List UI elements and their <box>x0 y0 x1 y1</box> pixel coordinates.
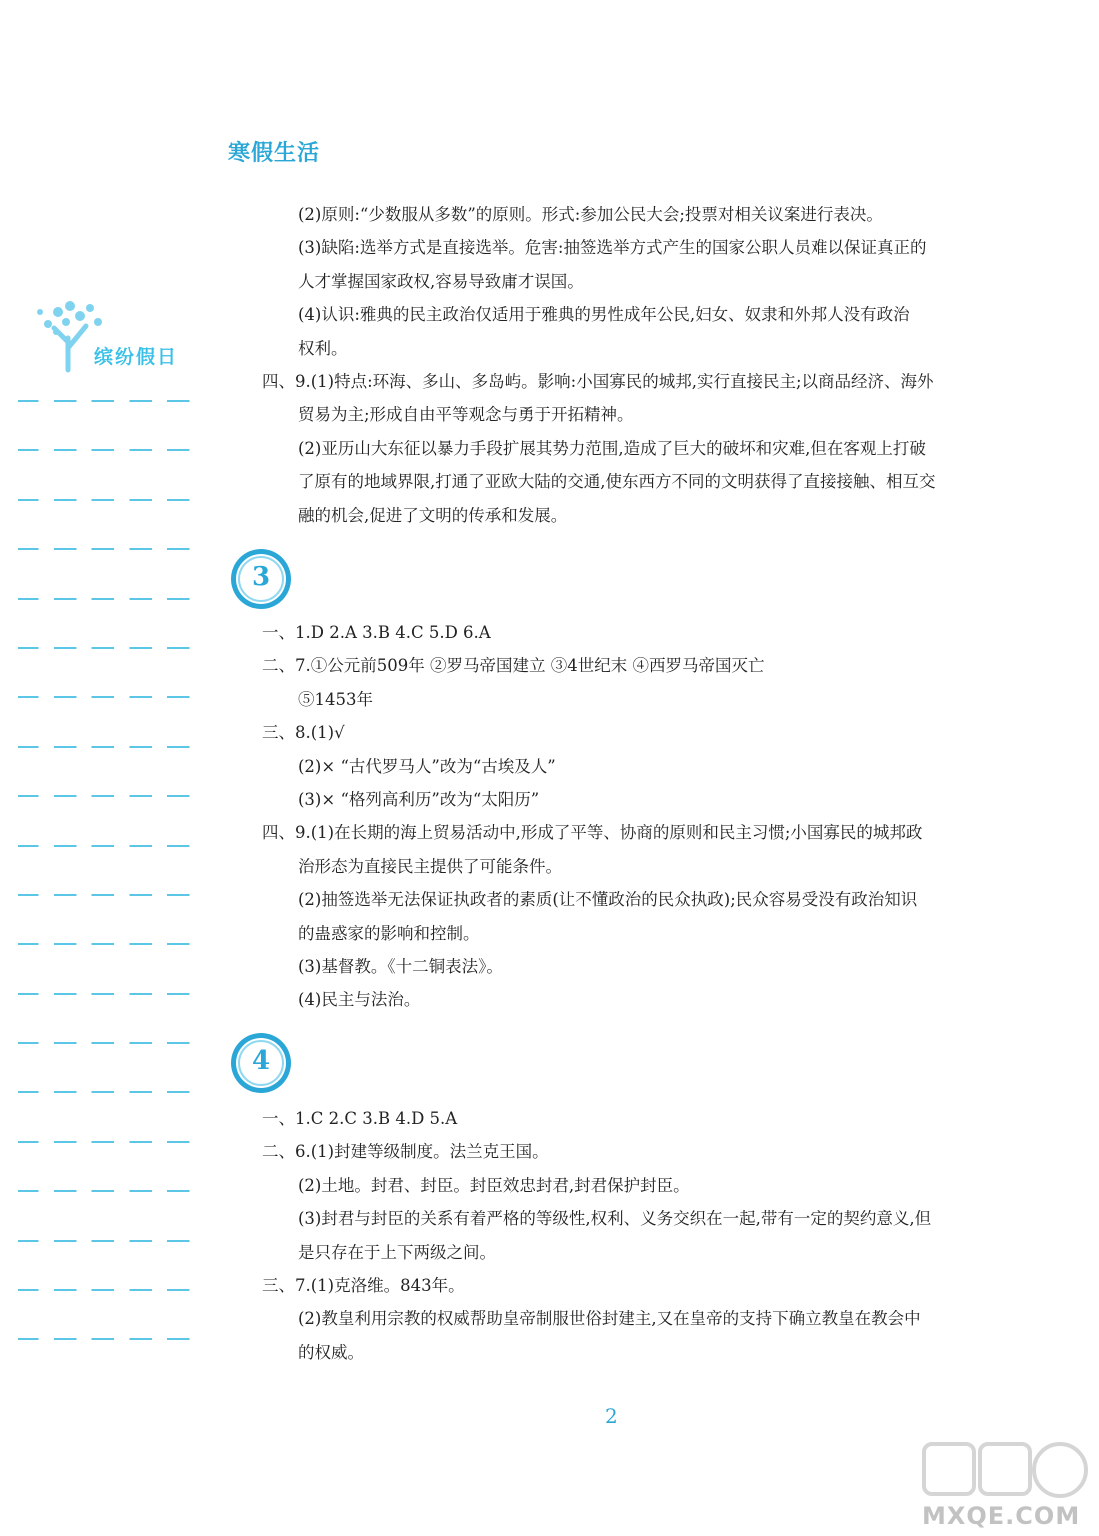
answers-part3 <box>262 1102 1004 1369</box>
note-line <box>18 1240 204 1242</box>
answer-line: 是只存在于上下两级之间。 <box>298 1242 496 1262</box>
note-line <box>18 1141 204 1143</box>
note-line <box>18 449 204 451</box>
note-line <box>18 1190 204 1192</box>
note-line <box>18 845 204 847</box>
answer-line: 权利。 <box>298 338 348 358</box>
note-line <box>18 943 204 945</box>
answer-line: 二、7.①公元前509年 ②罗马帝国建立 ③4世纪末 ④西罗马帝国灭亡 <box>262 656 765 676</box>
answer-line: (4)认识:雅典的民主政治仅适用于雅典的男性成年公民,妇女、奴隶和外邦人没有政治 <box>298 305 910 325</box>
answer-line: 的蛊惑家的影响和控制。 <box>298 923 480 943</box>
section-number: 3 <box>251 562 271 592</box>
answer-line: 三、7.(1)克洛维。843年。 <box>262 1275 465 1295</box>
answer-line: (2)原则:“少数服从多数”的原则。形式:参加公民大会;投票对相关议案进行表决。 <box>298 205 883 224</box>
note-line <box>18 1042 204 1044</box>
page-number: 2 <box>605 1404 618 1428</box>
answer-line: (2)土地。封君、封臣。封臣效忠封君,封君保护封臣。 <box>298 1175 690 1195</box>
section-number: 4 <box>251 1046 271 1076</box>
watermark-url: MXQE.COM <box>922 1502 1081 1530</box>
answer-line: 四、9.(1)在长期的海上贸易活动中,形成了平等、协商的原则和民主习惯;小国寡民的城邦政 <box>262 823 923 843</box>
answer-line: (2)亚历山大东征以暴力手段扩展其势力范围,造成了巨大的破坏和灾难,但在客观上打破 <box>298 438 926 458</box>
answers-part1 <box>262 198 1004 532</box>
answer-line: 了原有的地域界限,打通了亚欧大陆的交通,使东西方不同的文明获得了直接接触、相互交 <box>298 472 936 492</box>
header-title: 寒假生活 <box>228 141 321 166</box>
answer-line: (3)封君与封臣的关系有着严格的等级性,权利、义务交织在一起,带有一定的契约意义,但 <box>298 1209 932 1229</box>
answer-line: ⑤1453年 <box>298 689 373 709</box>
answer-line: 的权威。 <box>298 1342 364 1362</box>
note-lines <box>18 400 204 1388</box>
answer-line: (4)民主与法治。 <box>298 990 421 1010</box>
answer-line: 人才掌握国家政权,容易导致庸才误国。 <box>298 271 584 291</box>
answer-line: 二、6.(1)封建等级制度。法兰克王国。 <box>262 1142 549 1162</box>
answer-line: (2)教皇利用宗教的权威帮助皇帝制服世俗封建主,又在皇帝的支持下确立教皇在教会中 <box>298 1309 921 1329</box>
answer-line: (3)基督教。《十二铜表法》。 <box>298 956 503 976</box>
note-line <box>18 1091 204 1093</box>
note-line <box>18 598 204 600</box>
answer-line: 治形态为直接民主提供了可能条件。 <box>298 856 562 876</box>
note-line <box>18 993 204 995</box>
answers-part2 <box>262 616 1004 1017</box>
answer-line: (3)× “格列高利历”改为“太阳历” <box>298 789 540 809</box>
note-line <box>18 400 204 402</box>
answer-line: 一、1.C 2.C 3.B 4.D 5.A <box>262 1109 458 1128</box>
answer-line: (2)× “古代罗马人”改为“古埃及人” <box>298 756 556 776</box>
note-line <box>18 746 204 748</box>
answer-line: 融的机会,促进了文明的传承和发展。 <box>298 505 568 525</box>
note-line <box>18 696 204 698</box>
logo-text: 缤纷假日 <box>94 346 179 368</box>
note-line <box>18 647 204 649</box>
note-line <box>18 1289 204 1291</box>
answer-line: 三、8.(1)√ <box>262 723 345 743</box>
note-line <box>18 795 204 797</box>
answer-line: 四、9.(1)特点:环海、多山、多岛屿。影响:小国寡民的城邦,实行直接民主;以商品经济、海外 <box>262 371 934 391</box>
answer-line: 一、1.D 2.A 3.B 4.C 5.D 6.A <box>262 623 491 642</box>
note-line <box>18 548 204 550</box>
answer-line: (2)抽签选举无法保证执政者的素质(让不懂政治的民众执政);民众容易受没有政治知识 <box>298 890 918 910</box>
note-line <box>18 499 204 501</box>
note-line <box>18 1338 204 1340</box>
answer-line: (3)缺陷:选举方式是直接选举。危害:抽签选举方式产生的国家公职人员难以保证真正的 <box>298 238 927 258</box>
answer-line: 贸易为主;形成自由平等观念与勇于开拓精神。 <box>298 405 634 425</box>
note-line <box>18 894 204 896</box>
